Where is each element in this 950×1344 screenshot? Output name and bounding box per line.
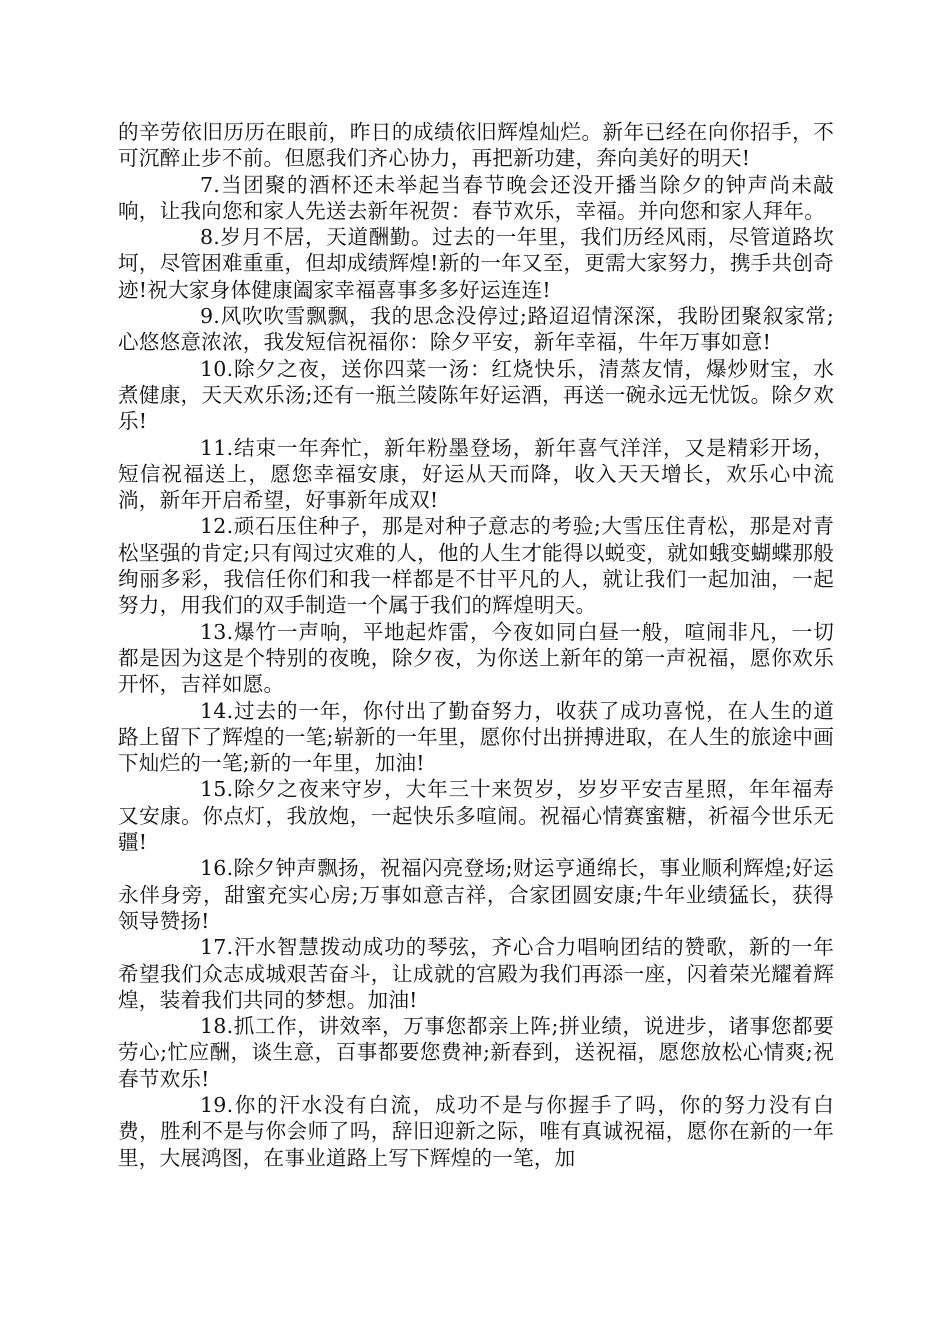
paragraph-16: 16.除夕钟声飘扬，祝福闪亮登场;财运亨通绵长，事业顺利辉煌;好运永伴身旁，甜蜜充实心房;万事如意吉祥，合家团圆安康;牛年业绩猛长，获得领导赞扬! — [118, 856, 834, 933]
paragraph-9: 9.风吹吹雪飘飘，我的思念没停过;路迢迢情深深，我盼团聚叙家常;心悠悠意浓浓，我发短信祝福你：除夕平安，新年幸福，牛年万事如意! — [118, 304, 834, 355]
paragraph-7: 7.当团聚的酒杯还未举起当春节晚会还没开播当除夕的钟声尚未敲响，让我向您和家人先送去新年祝贺：春节欢乐，幸福。并向您和家人拜年。 — [118, 172, 834, 223]
paragraph-17: 17.汗水智慧拨动成功的琴弦，齐心合力唱响团结的赞歌，新的一年希望我们众志成城艰苦奋斗，让成就的宫殿为我们再添一座，闪着荣光耀着辉煌，装着我们共同的梦想。加油! — [118, 935, 834, 1012]
paragraph-continued: 的辛劳依旧历历在眼前，昨日的成绩依旧辉煌灿烂。新年已经在向你招手，不可沉醉止步不前。但愿我们齐心协力，再把新功建，奔向美好的明天! — [118, 120, 834, 171]
paragraph-8: 8.岁月不居，天道酬勤。过去的一年里，我们历经风雨，尽管道路坎坷，尽管困难重重，但却成绩辉煌!新的一年又至，更需大家努力，携手共创奇迹!祝大家身体健康阖家幸福喜事多多好运连连! — [118, 225, 834, 302]
paragraph-15: 15.除夕之夜来守岁，大年三十来贺岁，岁岁平安吉星照，年年福寿又安康。你点灯，我放炮，一起快乐多喧闹。祝福心情赛蜜糖，祈福今世乐无疆! — [118, 777, 834, 855]
paragraph-11: 11.结束一年奔忙，新年粉墨登场，新年喜气洋洋，又是精彩开场，短信祝福送上，愿您幸福安康，好运从天而降，收入天天增长，欢乐心中流淌，新年开启希望，好事新年成双! — [118, 435, 834, 513]
paragraph-12: 12.顽石压住种子，那是对种子意志的考验;大雪压住青松，那是对青松坚强的肯定;只有闯过灾难的人，他的人生才能得以蜕变，就如蛾变蝴蝶那般绚丽多彩，我信任你们和我一样都是不甘平凡的人，就让我们一起加油，一起努力，用我们的双手制造一个属于我们的辉煌明天。 — [118, 514, 834, 618]
paragraph-14: 14.过去的一年，你付出了勤奋努力，收获了成功喜悦，在人生的道路上留下了辉煌的一笔;崭新的一年里，愿你付出拼搏进取，在人生的旅途中画下灿烂的一笔;新的一年里，加油! — [118, 698, 834, 776]
paragraph-19: 19.你的汗水没有白流，成功不是与你握手了吗，你的努力没有白费，胜利不是与你会师了吗，辞旧迎新之际，唯有真诚祝福，愿你在新的一年里，大展鸿图，在事业道路上写下辉煌的一笔，加 — [118, 1092, 834, 1170]
paragraph-18: 18.抓工作，讲效率，万事您都亲上阵;拼业绩，说进步，诸事您都要劳心;忙应酬，谈生意，百事都要您费神;新春到，送祝福，愿您放松心情爽;祝春节欢乐! — [118, 1014, 834, 1091]
document-body — [118, 119, 834, 1171]
paragraph-10: 10.除夕之夜，送你四菜一汤：红烧快乐，清蒸友情，爆炒财宝，水煮健康，天天欢乐汤;还有一瓶兰陵陈年好运酒，再送一碗永远无忧饭。除夕欢乐! — [118, 356, 834, 434]
paragraph-13: 13.爆竹一声响，平地起炸雷，今夜如同白昼一般，喧闹非凡，一切都是因为这是个特别的夜晚，除夕夜，为你送上新年的第一声祝福，愿你欢乐开怀，吉祥如愿。 — [118, 619, 834, 697]
